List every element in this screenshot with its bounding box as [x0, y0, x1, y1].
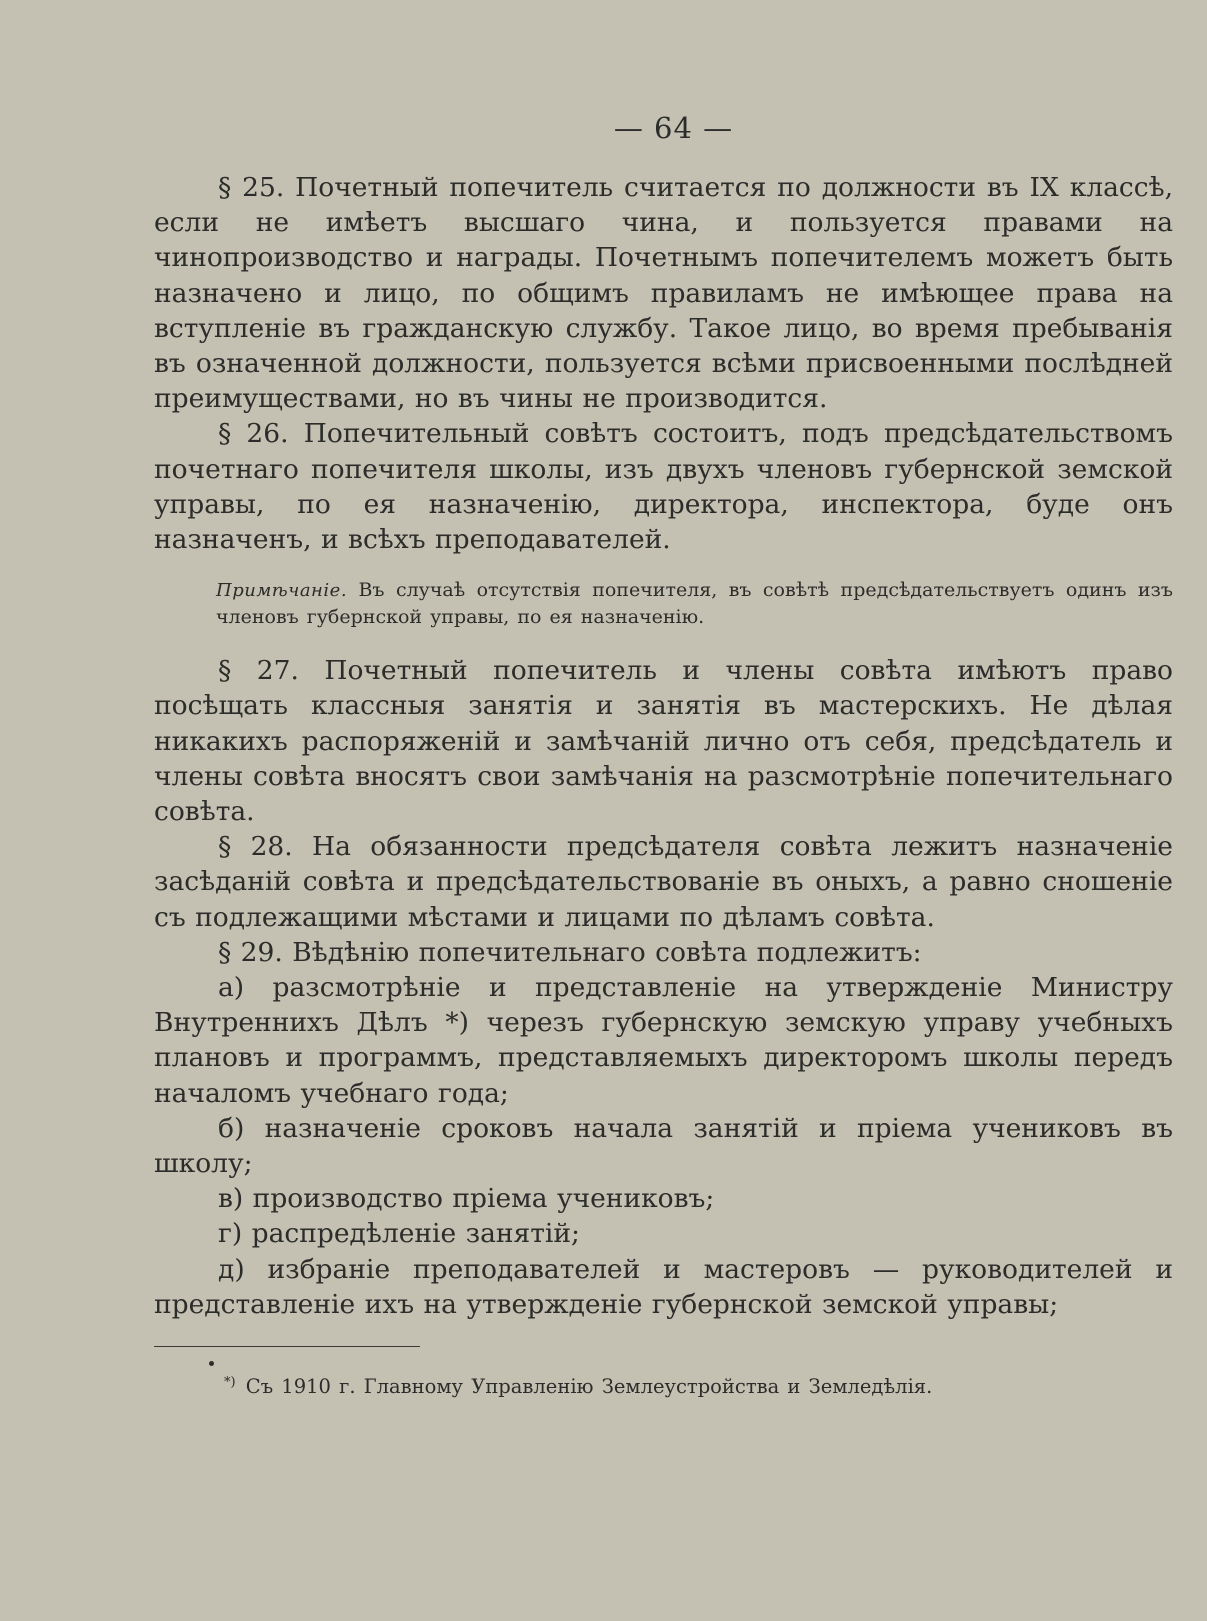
footnote-text: Съ 1910 г. Главному Управленію Землеустройства и Земледѣлія.	[245, 1375, 933, 1399]
footnote-dot	[209, 1361, 214, 1366]
note-label: Примѣчаніе.	[216, 580, 348, 602]
paragraph-section-25: § 25. Почетный попечитель считается по должности въ IX классѣ, если не имѣетъ высшаго чина, и пользуется правами на чинопроизводство и награды. Почетнымъ попечителемъ можетъ быть назначено и лицо, по общимъ правиламъ не имѣющее права на вступленіе въ гражданскую службу. Такое лицо, во время пребыванія въ означенной должности, пользуется всѣми присвоенными послѣдней преимуществами, но въ чины не производится.	[154, 172, 1173, 415]
footnote	[224, 1370, 1173, 1400]
list-item-a: а) разсмотрѣніе и представленіе на утвержденіе Министру Внутреннихъ Дѣлъ *) черезъ губернскую земскую управу учебныхъ плановъ и программъ, представляемыхъ директоромъ школы передъ началомъ учебнаго года;	[154, 972, 1173, 1109]
list-item-g: г) распредѣленіе занятій;	[218, 1218, 580, 1250]
list-item-v: в) производство пріема учениковъ;	[218, 1183, 715, 1215]
paragraph-section-27: § 27. Почетный попечитель и члены совѣта имѣютъ право посѣщать классныя занятія и занятія въ мастерскихъ. Не дѣлая никакихъ распоряженій и замѣчаній лично отъ себя, предсѣдатель и члены совѣта вносятъ свои замѣчанія на разсмотрѣніе попечительнаго совѣта.	[154, 655, 1173, 828]
list-item-b: б) назначеніе сроковъ начала занятій и пріема учениковъ въ школу;	[154, 1112, 1173, 1180]
note-text: Въ случаѣ отсутствія попечителя, въ совѣтѣ предсѣдательствуетъ одинъ изъ членовъ губернской управы, по ея назначенію.	[216, 579, 1173, 629]
footnote-marker: *)	[224, 1375, 236, 1391]
paragraph-section-26: § 26. Попечительный совѣтъ состоитъ, подъ предсѣдательствомъ почетнаго попечителя школы, изъ двухъ членовъ губернской земской управы, по ея назначенію, директора, инспектора, буде онъ назначенъ, и всѣхъ преподавателей.	[154, 418, 1173, 556]
list-item-d: д) избраніе преподавателей и мастеровъ — руководителей и представленіе ихъ на утвержденіе губернской земской управы;	[154, 1253, 1173, 1320]
paragraph-section-28: § 28. На обязанности предсѣдателя совѣта лежитъ назначеніе засѣданій совѣта и предсѣдательствованіе въ оныхъ, а равно сношеніе съ подлежащими мѣстами и лицами по дѣламъ совѣта.	[154, 831, 1173, 933]
paragraph-section-29: § 29. Вѣдѣнію попечительнаго совѣта подлежитъ:	[218, 936, 922, 968]
page-number: — 64 —	[613, 111, 734, 145]
footnote-divider	[154, 1346, 420, 1347]
note	[216, 577, 1173, 631]
